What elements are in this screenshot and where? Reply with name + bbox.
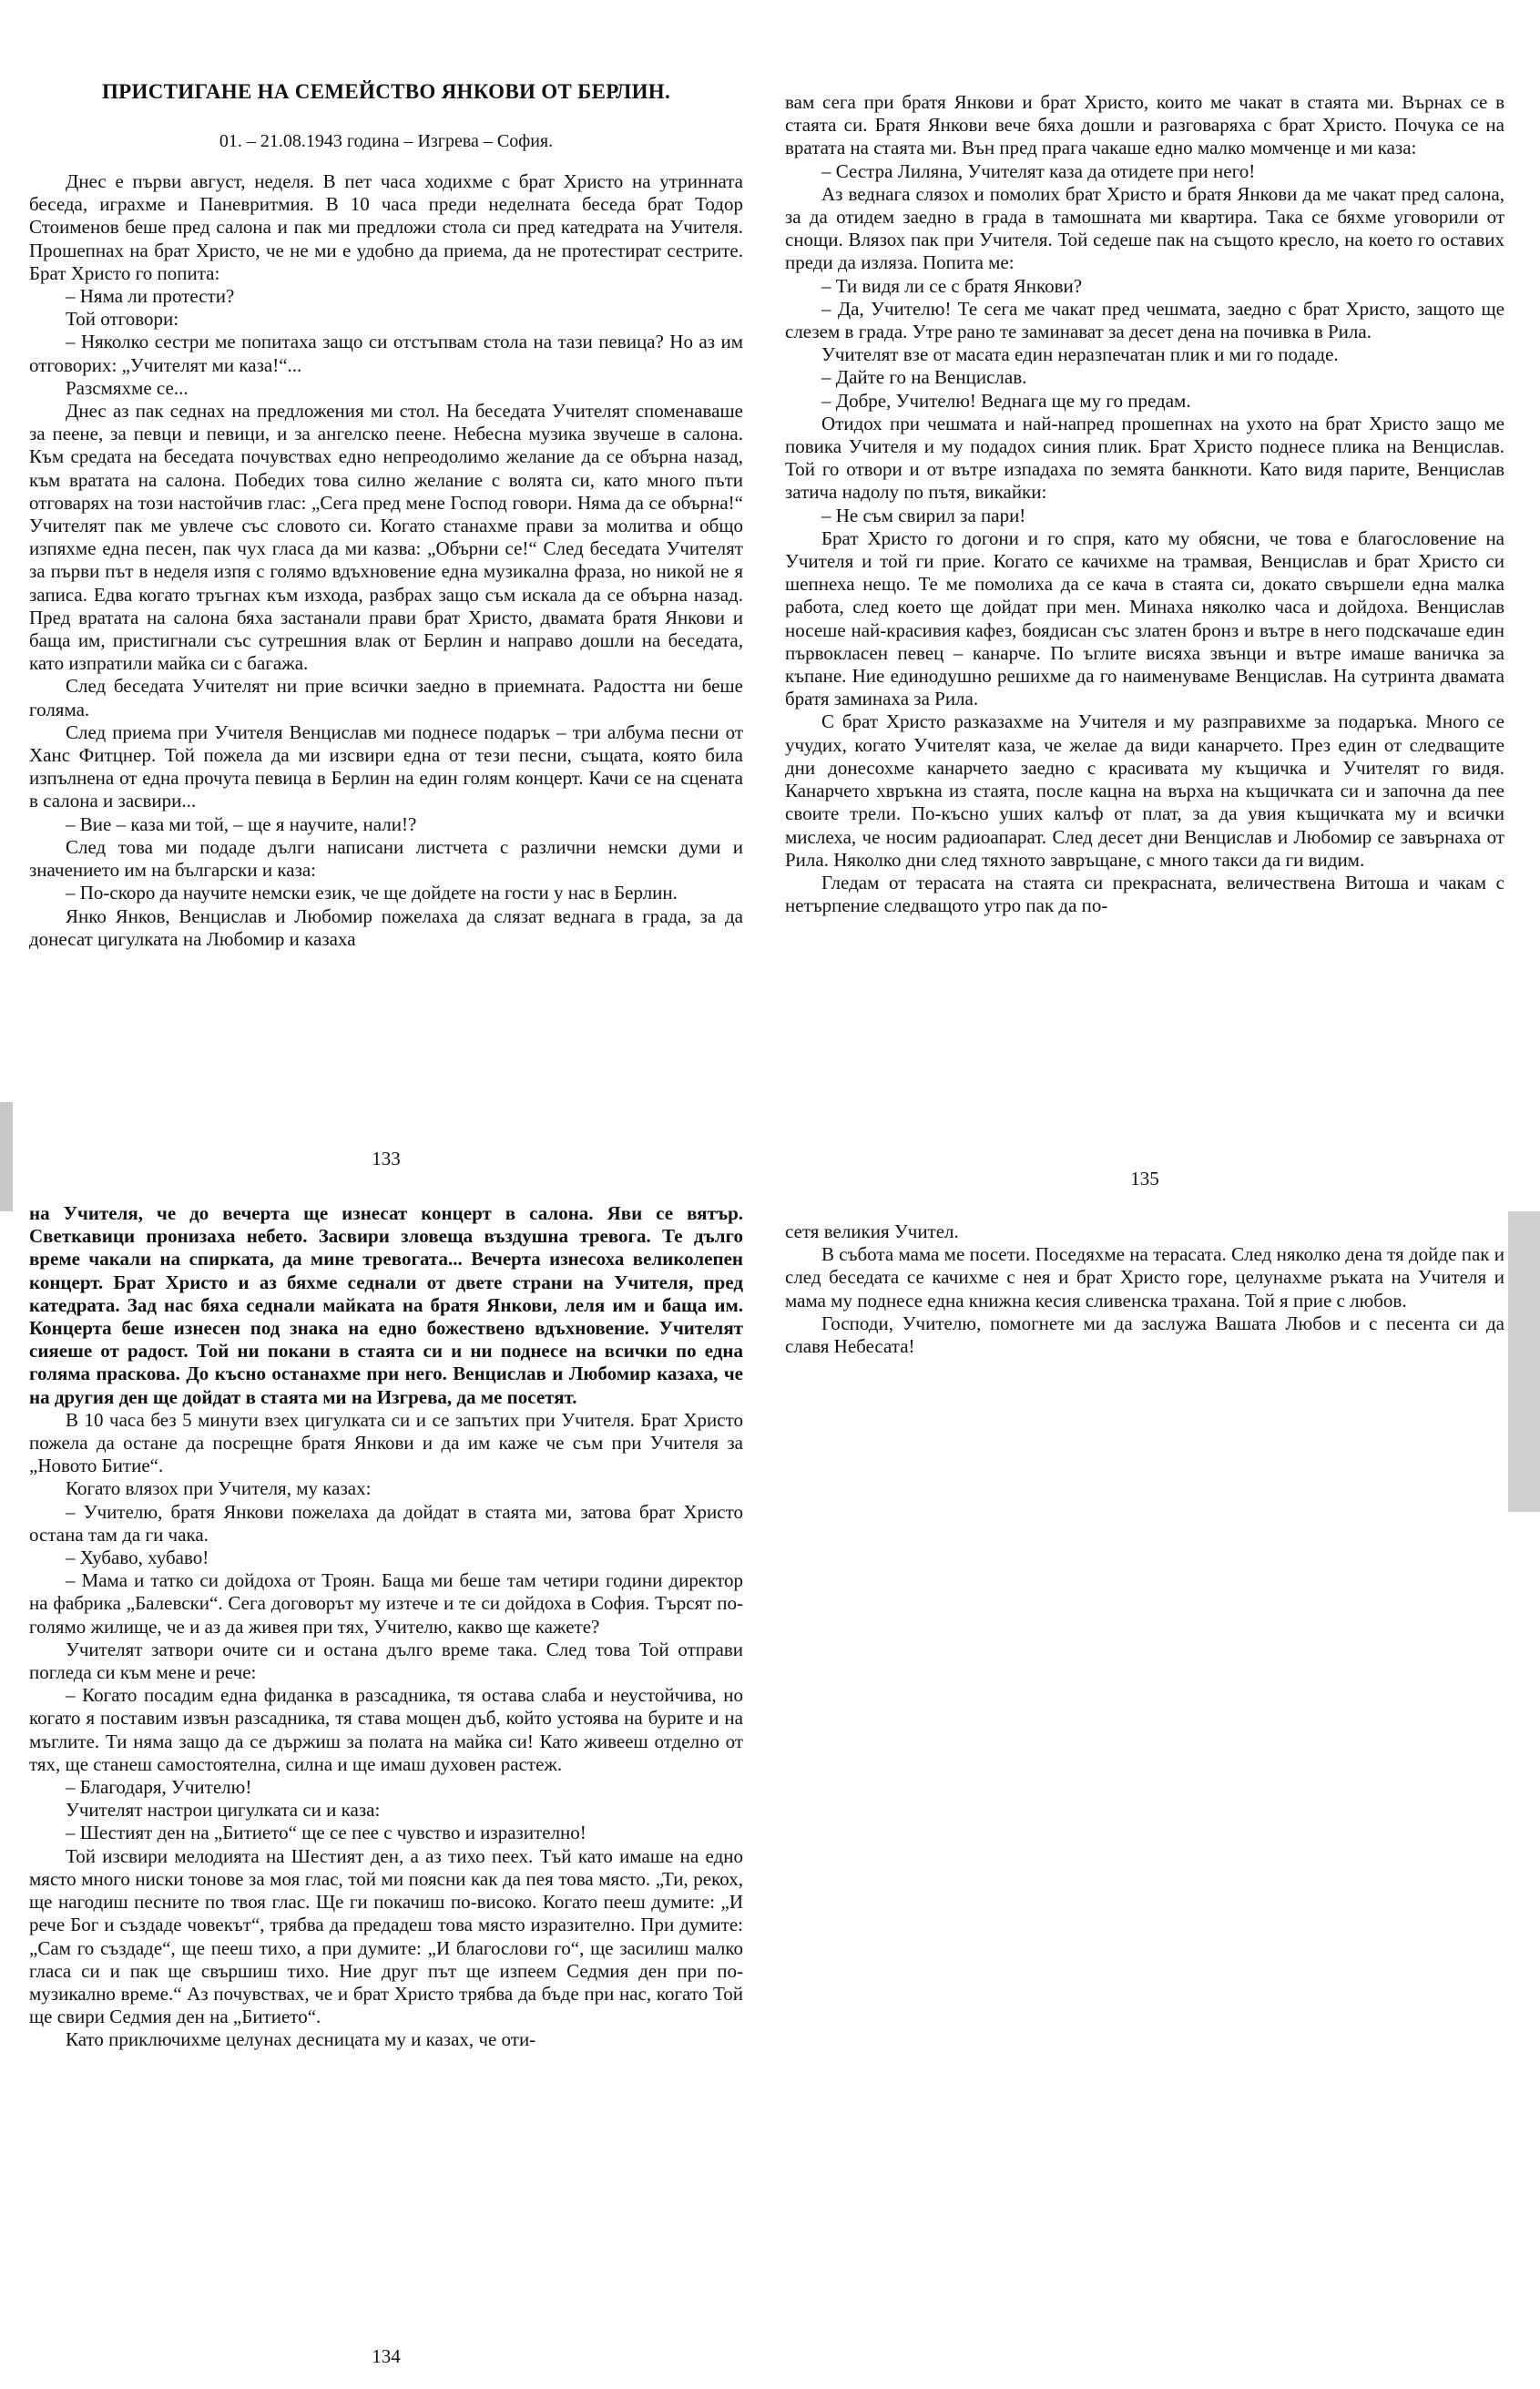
paragraph: Аз веднага слязох и помолих брат Христо и братя Янкови да ме чакат пред салона, за да отидем заедно в града в тамошната ми квартира. Така се бяхме уговорили от снощи. Влязох пак при Учителя. Той седеше пак на същото кресло, на което го оставих преди да изляза. Попита ме: <box>785 182 1504 274</box>
paragraph: – Няколко сестри ме попитаха защо си отстъпвам стола на тази певица? Но аз им отговорих: „Учителят ми каза!“... <box>29 331 743 376</box>
page-136 <box>785 1220 1504 1494</box>
paragraph: Разсмяхме се... <box>66 376 189 399</box>
paragraph: на Учителя, че до вечерта ще изнесат концерт в салона. Яви се вятър. Светкавици пронизаха небето. Засвири зловеща въздушна тревога. Те дълго време чакали на спирката, да мине тревогата... Вечерта изнесоха великолепен концерт. Брат Христо и аз бяхме седнали от двете страни на Учителя, пред катедрата. Зад нас бяха седнали майката на братя Янкови, леля им и баща им. Концерта беше изнесен под знака на едно божествено вдъхновение. Учителят сияеше от радост. Той ни покани в стаята си и ни поднесе на всички по една голяма праскова. До късно останахме при него. Венцислав и Любомир казаха, че на другия ден ще дойдат в стаята ми на Изгрева, да ме посетят. <box>29 1202 743 1408</box>
page-number: 135 <box>1130 1168 1159 1189</box>
page-133 <box>29 64 743 1184</box>
paragraph: Той отговори: <box>66 308 179 331</box>
paragraph: – По-скоро да научите немски език, че ще дойдете на гости у нас в Берлин. <box>66 882 678 904</box>
paragraph: Янко Янков, Венцислав и Любомир пожелаха да слязат веднага в града, за да донесат цигулката на Любомир и казаха <box>29 904 743 950</box>
paragraph: В събота мама ме посети. Поседяхме на терасата. След няколко дена тя дойде пак и след беседата се качихме с нея и брат Христо горе, целунахме ръката на Учителя и мама му поднесе една книжна кесия сливенска трахана. Той я прие с любов. <box>785 1243 1504 1312</box>
chapter-title: ПРИСТИГАНЕ НА СЕМЕЙСТВО ЯНКОВИ ОТ БЕРЛИН. <box>101 80 671 103</box>
paragraph: След това ми подаде дълги написани листчета с различни немски думи и значението им на български и каза: <box>29 835 743 882</box>
paragraph: Днес е първи август, неделя. В пет часа ходихме с брат Христо на утринната беседа, играхме и Паневритмия. В 10 часа преди неделната беседа брат Тодор Стоименов беше пред салона и пак ми предложи стола си пред катедрата на Учителя. Прошепнах на брат Христо, че не ми е удобно да приема, да не протестират сестрите. Брат Христо го попита: <box>29 170 743 284</box>
paragraph: – Шестият ден на „Битието“ ще се пее с чувство и изразително! <box>66 1822 586 1844</box>
page-number: 134 <box>372 2345 401 2367</box>
paragraph: Учителят настрои цигулката си и каза: <box>66 1799 381 1822</box>
dateline: 01. – 21.08.1943 година – Изгрева – София. <box>219 131 554 151</box>
paragraph: Учителят затвори очите си и остана дълго време така. След това Той отправи погледа си към мене и рече: <box>29 1638 743 1684</box>
scan-edge-shadow-left <box>0 1102 13 1211</box>
paragraph: – Няма ли протести? <box>66 285 235 308</box>
paragraph: – Дайте го на Венцислав. <box>821 366 1027 389</box>
paragraph: – Мама и татко си дойдоха от Троян. Баща ми беше там четири години директор на фабрика „Балевски“. Сега договорът му изтече и те си дойдоха в София. Търсят по-голямо жилище, че и аз да живея при тях, Учителю, какво ще кажете? <box>29 1569 743 1638</box>
paragraph: вам сега при братя Янкови и брат Христо, които ме чакат в стаята ми. Върнах се в стаята си. Братя Янкови вече бяха дошли и разговаряха с брат Христо. Почука се на вратата на стаята ми. Вън пред прага чакаше едно малко момченце и ми каза: <box>785 91 1504 159</box>
scan-edge-shadow-right <box>1508 1211 1540 1512</box>
paragraph: Гледам от терасата на стаята си прекрасната, величествена Витоша и чакам с нетърпение следващото утро пак да по- <box>785 871 1504 917</box>
paragraph: – Когато посадим една фиданка в разсадника, тя остава слаба и неустойчива, но когато я поставим извън разсадника, тя става мощен дъб, който устоява на бурите и на мъглите. Ти няма защо да се държиш за полата на майка си! Като живееш отделно от тях, ще станеш самостоятелна, силна и ще имаш духовен растеж. <box>29 1684 743 1775</box>
paragraph: Брат Христо го догони и го спря, като му обясни, че това е благословение на Учителя и той ги прие. Когато се качихме на трамвая, Венцислав и брат Христо си шепнеха нещо. Те ме помолиха да се кача в стаята си, докато свършели една малка работа, след което ще дойдат при мен. Минаха няколко часа и дойдоха. Венцислав носеше най-красивия кафез, боядисан със златен бронз и вътре в него подскачаше един първокласен певец – канарче. По ъглите висяха звънци и вътре имаше ваничка за къпане. Ние единодушно решихме да го наименуваме Венцислав. На сутринта двамата братя заминаха за Рила. <box>785 526 1504 710</box>
page-134 <box>29 1202 743 2377</box>
paragraph: – Добре, Учителю! Веднага ще му го предам. <box>821 389 1191 412</box>
page-number: 133 <box>372 1148 401 1169</box>
paragraph: сетя великия Учител. <box>785 1220 959 1242</box>
paragraph: Днес аз пак седнах на предложения ми стол. На беседата Учителят споменаваше за пеене, за певци и певици, и за ангелско пеене. Небесна музика звучеше в салона. Към средата на беседата почувствах едно непреодолимо желание да се обърна назад, към вратата на салона. Победих това силно желание с волята си, като много пъти отговарях на този настойчив глас: „Сега пред мене Господ говори. Няма да се обърна!“ Учителят пак ме увлече със словото си. Когато станахме прави за молитва и общо изпяхме една песен, пак чух гласа да ми казва: „Обърни се!“ След беседата Учителят за първи път в неделя изпя с голямо вдъхновение една музикална фраза, но никой не я записа. Едва когато тръгнах към изхода, разбрах защо съм искала да се обърна назад. Пред вратата на салона бяха застанали прави брат Христо, двамата братя Янкови и баща им, пристигнали със сутрешния влак от Берлин и направо дошли на беседата, като изпратили майка си с багажа. <box>29 400 743 675</box>
paragraph: Господи, Учителю, помогнете ми да заслужа Вашата Любов и с песента си да славя Небесата! <box>785 1312 1504 1358</box>
paragraph: В 10 часа без 5 минути взех цигулката си и се запътих при Учителя. Брат Христо пожела да остане да посрещне братя Янкови и да им каже че съм при Учителя за „Новото Битие“. <box>29 1408 743 1477</box>
paragraph: След беседата Учителят ни прие всички заедно в приемната. Радостта ни беше голяма. <box>29 675 743 720</box>
paragraph: Когато влязох при Учителя, му казах: <box>66 1477 372 1500</box>
paragraph: – Сестра Лиляна, Учителят каза да отидете при него! <box>821 159 1256 182</box>
paragraph: – Ти видя ли се с братя Янкови? <box>821 274 1083 297</box>
paragraph: Учителят взе от масата един неразпечатан плик и ми го подаде. <box>821 343 1339 366</box>
paragraph: – Вие – каза ми той, – ще я научите, нали!? <box>66 812 417 835</box>
paragraph: Като приключихме целунах десницата му и казах, че оти- <box>66 2028 536 2051</box>
paragraph: С брат Христо разказахме на Учителя и му разправихме за подаръка. Много се учудих, когато Учителят каза, че желае да види канарчето. През един от следващите дни донесохме канарчето заедно с красивата му къщичка и Учителят го видя. Канарчето хвръкна из стаята, после кацна на върха на къщичката си и започна да пее своите трели. По-късно уших калъф от плат, за да увия къщичката му и всички мислеха, че носим радиоапарат. След десет дни Венцислав и Любомир се завърнаха от Рила. Няколко дни след тяхното завръщане, с много такси да ги видим. <box>785 710 1504 871</box>
paragraph: Той изсвири мелодията на Шестият ден, а аз тихо пеех. Тъй като имаше на едно място много ниски тонове за моя глас, той ми поясни как да пея това място. „Ти, рекох, ще нагодиш песните по твоя глас. Ще ги покачиш по-високо. Когато пееш думите: „И рече Бог и създаде човекът“, трябва да предадеш това място изразително. При думите: „Сам го създаде“, ще пееш тихо, а при думите: „И благослови го“, ще засилиш малко гласа си и пак ще свършиш тихо. Ние друг път ще изпеем Седмия ден при по-музикално време.“ Аз почувствах, че и брат Христо трябва да бъде при нас, когато Той ще свири Седмия ден на „Битието“. <box>29 1844 743 2028</box>
page-135 <box>785 91 1504 1193</box>
paragraph: – Учителю, братя Янкови пожелаха да дойдат в стаята ми, затова брат Христо остана там да ги чака. <box>29 1500 743 1546</box>
paragraph: След приема при Учителя Венцислав ми поднесе подарък – три албума песни от Ханс Фитцнер. Той пожела да ми изсвири една от тези песни, същата, която била изпълнена от една прочута певица в Берлин на един голям концерт. Качи се на сцената в салона и засвири... <box>29 720 743 812</box>
paragraph: – Да, Учителю! Те сега ме чакат пред чешмата, заедно с брат Христо, защото ще слезем в града. Утре рано те заминават за десет дена на почивка в Рила. <box>785 297 1504 343</box>
paragraph: – Благодаря, Учителю! <box>66 1776 252 1799</box>
paragraph: Отидох при чешмата и най-напред прошепнах на ухото на брат Христо защо ме повика Учителя и му подадох синия плик. Брат Христо поднесе плика на Венцислав. Той го отвори и от вътре изпадаха по земята банкноти. Като видя парите, Венцислав затича надолу по пътя, викайки: <box>785 412 1504 504</box>
paragraph: – Не съм свирил за пари! <box>821 504 1026 526</box>
paragraph: – Хубаво, хубаво! <box>66 1547 209 1569</box>
